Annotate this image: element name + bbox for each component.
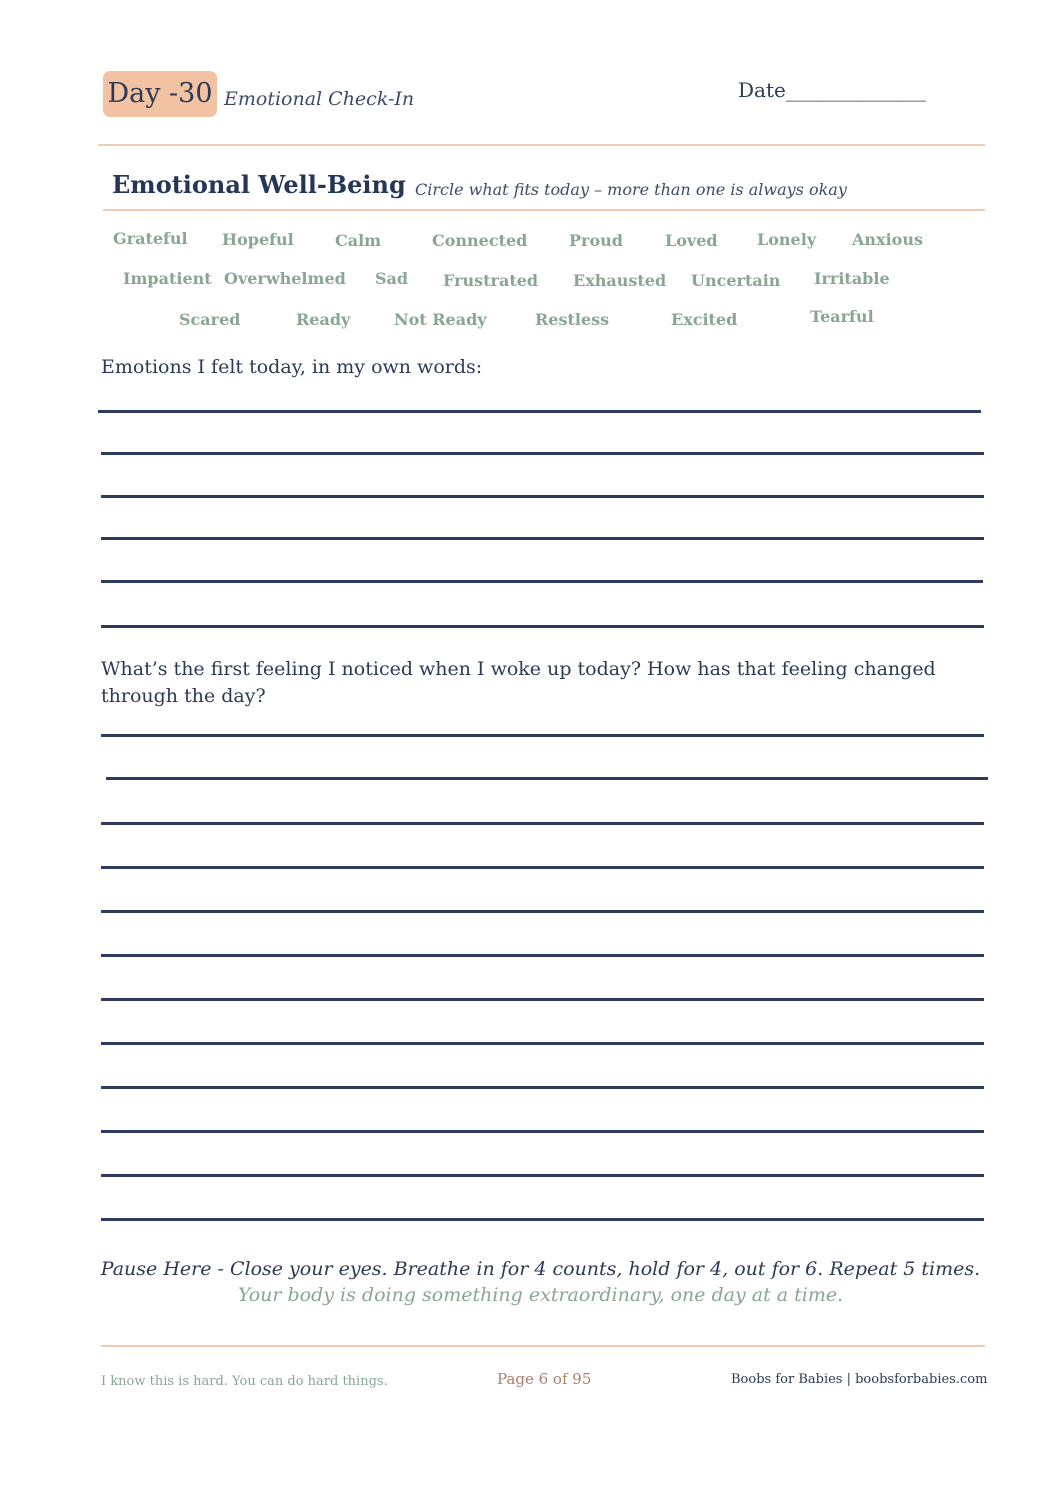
emotion-word[interactable]: Proud	[569, 231, 623, 250]
emotion-word[interactable]: Loved	[665, 231, 718, 250]
writing-line[interactable]	[101, 580, 983, 583]
emotion-word[interactable]: Frustrated	[443, 271, 539, 290]
writing-line[interactable]	[101, 998, 984, 1001]
writing-line[interactable]	[101, 910, 984, 913]
writing-line[interactable]	[98, 410, 981, 413]
footer-divider	[101, 1345, 985, 1347]
emotion-word[interactable]: Sad	[375, 269, 409, 288]
section-title: Emotional Well-Being	[112, 170, 406, 199]
emotion-word[interactable]: Anxious	[852, 230, 923, 249]
affirmation: Your body is doing something extraordinary, one day at a time.	[237, 1284, 844, 1306]
writing-line[interactable]	[101, 495, 984, 498]
emotion-word[interactable]: Not Ready	[394, 310, 487, 329]
writing-line[interactable]	[101, 1174, 984, 1177]
writing-line[interactable]	[101, 954, 984, 957]
emotion-word[interactable]: Irritable	[814, 269, 890, 288]
section-divider	[103, 209, 985, 211]
pause-instruction: Pause Here - Close your eyes. Breathe in for 4 counts, hold for 4, out for 6. Repeat 5 times.	[100, 1258, 981, 1280]
emotion-word[interactable]: Scared	[179, 310, 241, 329]
page-subtitle: Emotional Check-In	[224, 88, 415, 110]
prompt-first-feeling: What’s the first feeling I noticed when I woke up today? How has that feeling changed through the day?	[101, 658, 936, 707]
emotion-word[interactable]: Exhausted	[573, 271, 667, 290]
writing-line[interactable]	[101, 452, 984, 455]
prompt-own-words: Emotions I felt today, in my own words:	[101, 356, 483, 378]
emotion-word[interactable]: Calm	[335, 231, 382, 250]
emotion-word[interactable]: Overwhelmed	[224, 269, 346, 288]
writing-line[interactable]	[106, 777, 988, 780]
emotion-word[interactable]: Excited	[671, 310, 738, 329]
header-divider	[98, 144, 985, 146]
page-number: Page 6 of 95	[497, 1370, 592, 1388]
writing-line[interactable]	[101, 1042, 984, 1045]
emotion-word[interactable]: Ready	[296, 310, 351, 329]
writing-line[interactable]	[101, 1086, 984, 1089]
writing-line[interactable]	[101, 866, 984, 869]
emotion-word[interactable]: Connected	[432, 231, 528, 250]
day-badge: Day -30	[103, 71, 217, 117]
writing-line[interactable]	[101, 537, 984, 540]
writing-line[interactable]	[101, 734, 984, 737]
writing-line[interactable]	[101, 1130, 984, 1133]
emotion-word[interactable]: Uncertain	[691, 271, 781, 290]
writing-line[interactable]	[101, 1218, 984, 1221]
emotion-word[interactable]: Impatient	[123, 269, 212, 288]
emotion-word[interactable]: Hopeful	[222, 230, 294, 249]
emotion-word[interactable]: Lonely	[757, 230, 817, 249]
emotion-word[interactable]: Grateful	[113, 229, 188, 248]
writing-line[interactable]	[101, 625, 984, 628]
writing-line[interactable]	[101, 822, 984, 825]
footer-brand: Boobs for Babies | boobsforbabies.com	[731, 1372, 988, 1387]
emotion-word[interactable]: Restless	[535, 310, 610, 329]
section-instruction: Circle what fits today – more than one is always okay	[415, 180, 847, 199]
date-field[interactable]: Date______________	[738, 78, 926, 102]
footer-encouragement: I know this is hard. You can do hard things.	[101, 1374, 388, 1389]
emotion-word[interactable]: Tearful	[810, 307, 874, 326]
